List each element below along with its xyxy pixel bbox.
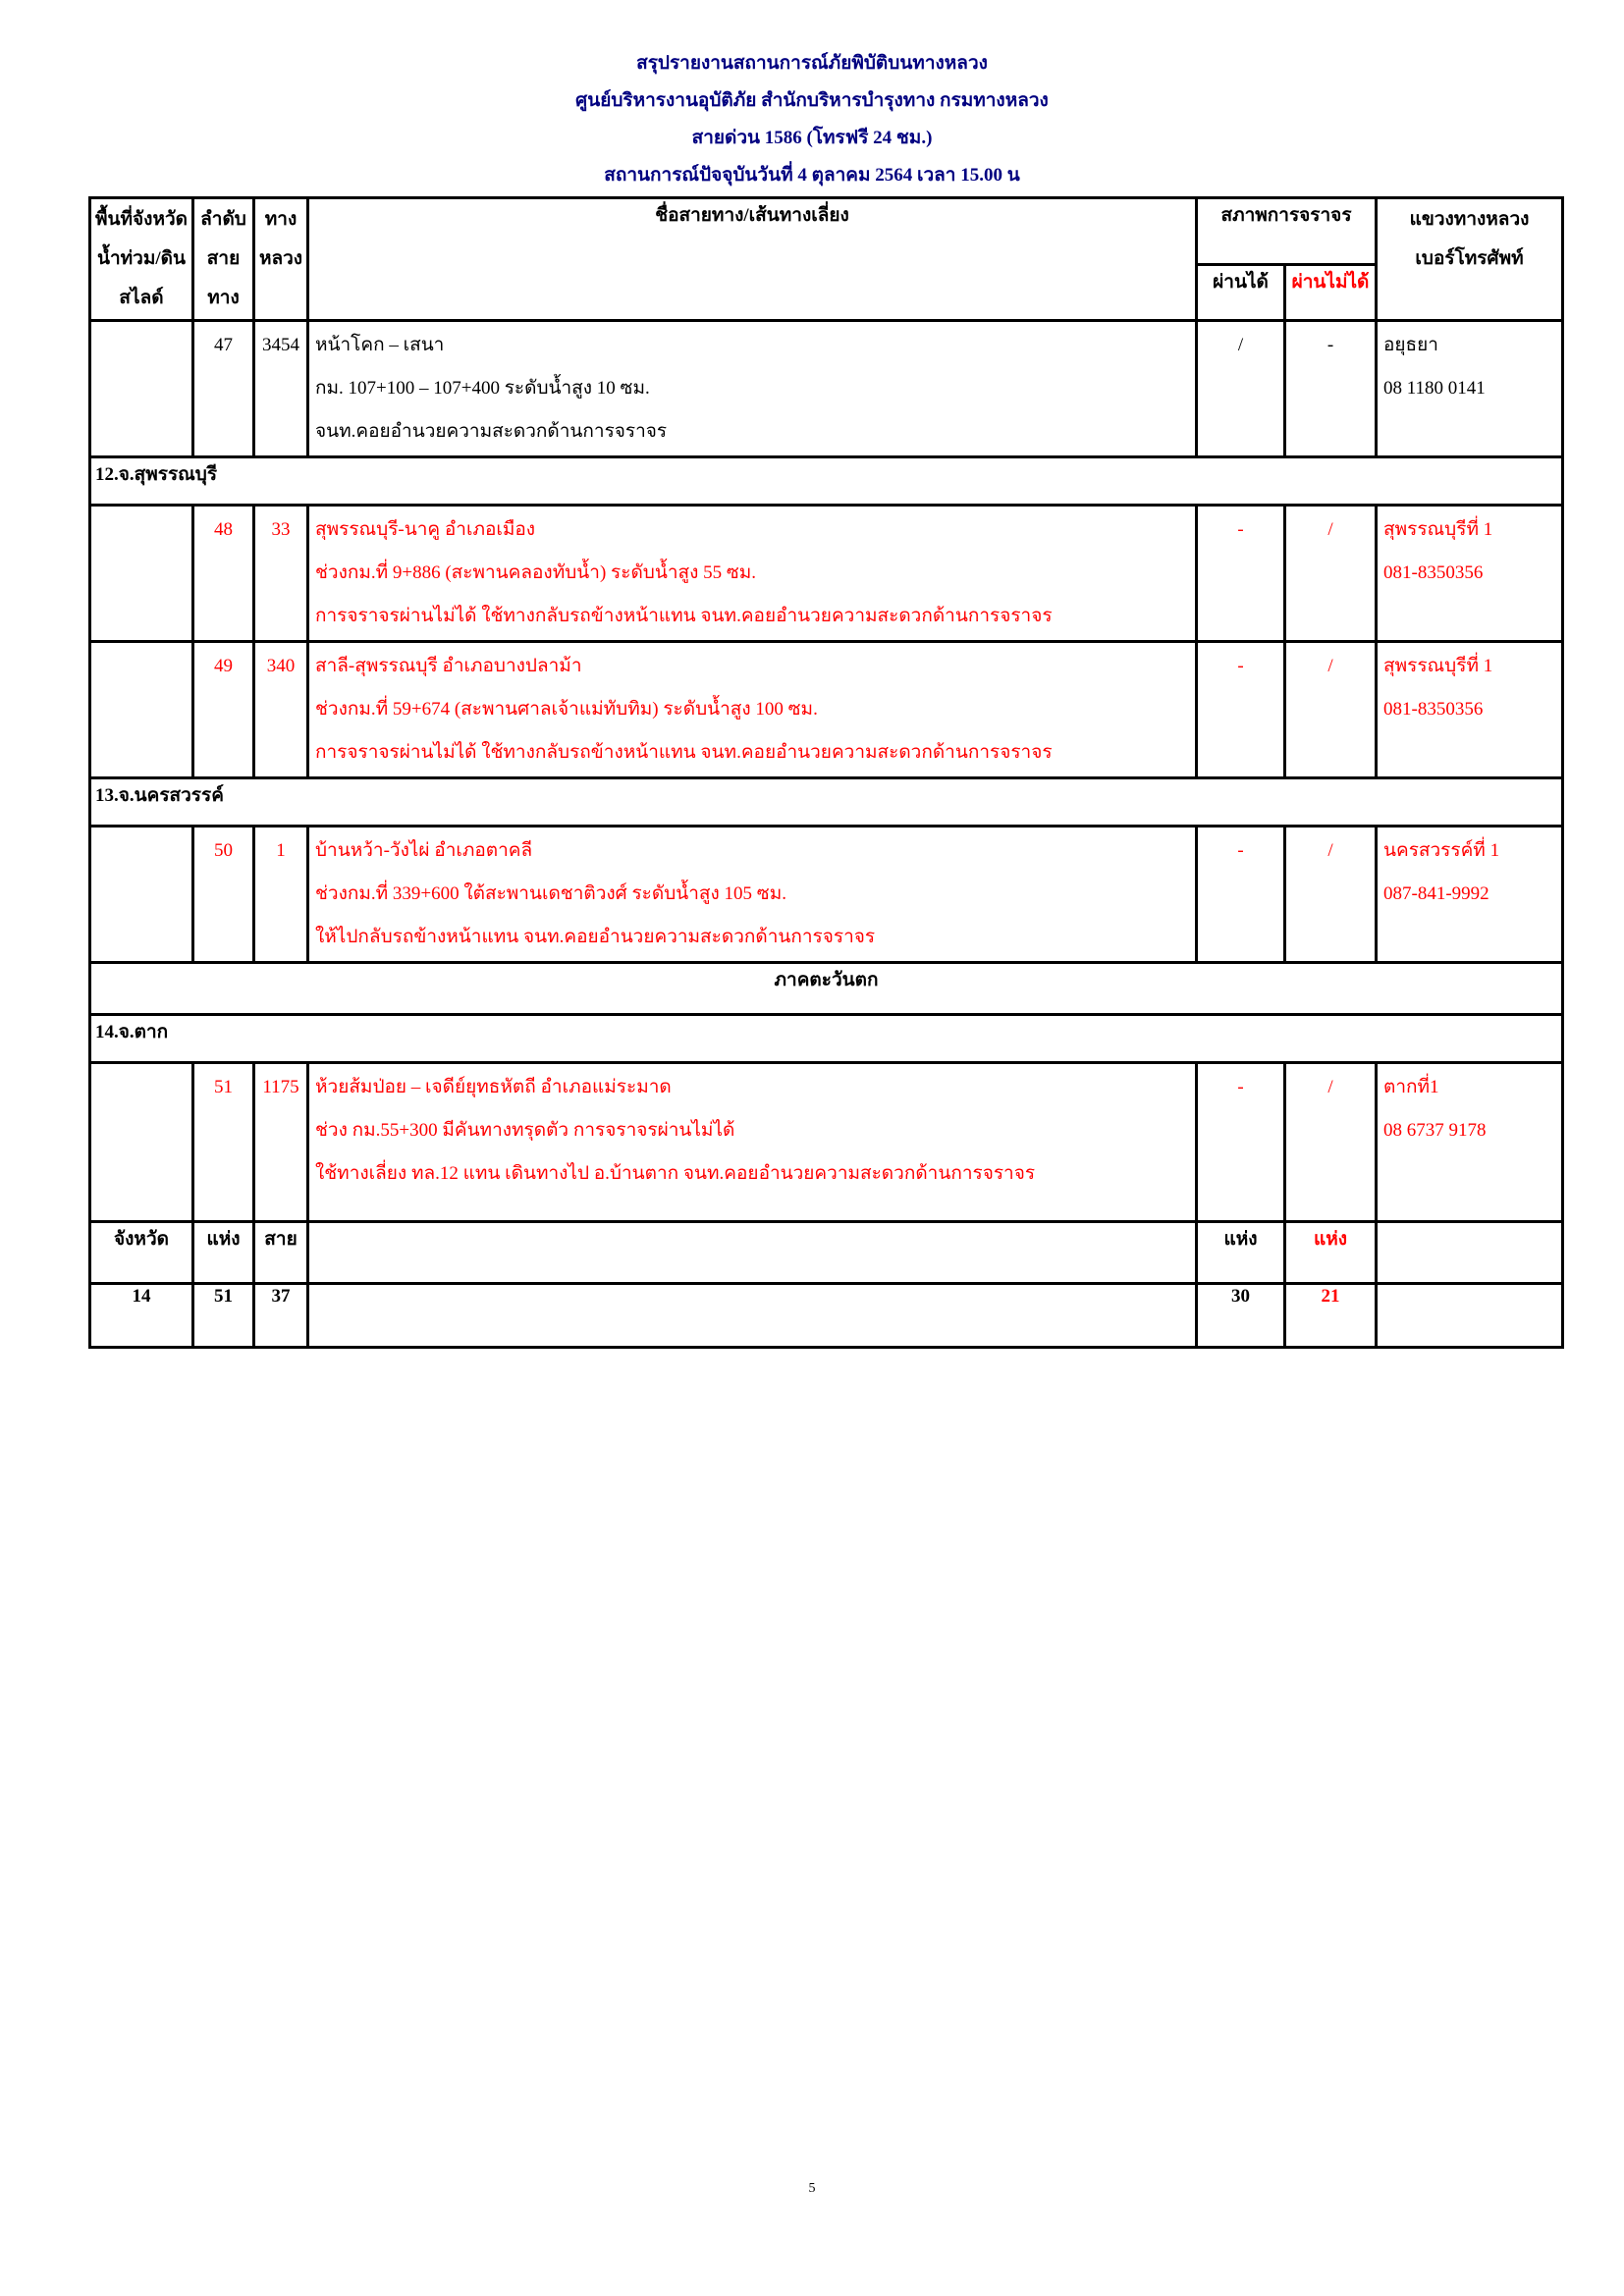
district-phone: 08 1180 0141: [1383, 378, 1486, 399]
page-number: 5: [808, 2181, 816, 2196]
summary-empty-cell: [308, 1222, 1197, 1284]
district-phone: 08 6737 9178: [1383, 1120, 1487, 1141]
passable-mark: /: [1197, 321, 1285, 457]
route-name-cell: [308, 827, 1197, 963]
route-name-cell: [308, 642, 1197, 778]
table-row-48: [90, 506, 1563, 642]
section-header-suphanburi: [90, 457, 1563, 506]
summary-empty-cell: [1377, 1222, 1563, 1284]
col-header-route-line1: ทาง: [264, 209, 298, 230]
summary-passable-label: แห่ง: [1197, 1222, 1285, 1284]
area-cell: [90, 321, 193, 457]
col-header-name: ชื่อสายทาง/เส้นทางเลี่ยง: [308, 198, 1197, 321]
summary-value-row: [90, 1284, 1563, 1348]
passable-mark: -: [1197, 1063, 1285, 1222]
district-cell: [1377, 642, 1563, 778]
district-name: สุพรรณบุรีที่ 1: [1383, 656, 1493, 676]
route-cell: 340: [254, 642, 308, 778]
impassable-mark: /: [1285, 642, 1377, 778]
summary-routes-label: สาย: [254, 1222, 308, 1284]
col-header-passable: ผ่านได้: [1197, 264, 1285, 320]
district-cell: [1377, 827, 1563, 963]
area-cell: [90, 827, 193, 963]
col-header-area-line1: พื้นที่จังหวัด: [95, 209, 188, 230]
section-header-label: 14.จ.ตาก: [90, 1015, 1563, 1063]
seq-cell: 50: [193, 827, 254, 963]
district-cell: [1377, 1063, 1563, 1222]
area-cell: [90, 1063, 193, 1222]
section-header-nakhonsawan: [90, 778, 1563, 827]
area-cell: [90, 642, 193, 778]
area-cell: [90, 506, 193, 642]
table-row-47: [90, 321, 1563, 457]
title-line-1: สรุปรายงานสถานการณ์ภัยพิบัติบนทางหลวง: [636, 53, 988, 74]
col-header-impassable: ผ่านไม่ได้: [1285, 264, 1377, 320]
col-header-area-line2: น้ำท่วม/ดินสไลด์: [97, 248, 186, 308]
route-note: การจราจรผ่านไม่ได้ ใช้ทางกลับรถข้างหน้าแทน จนท.คอยอำนวยความสะดวกด้านการจราจร: [315, 742, 1053, 763]
highway-disaster-table: [88, 196, 1564, 1349]
route-detail: ช่วง กม.55+300 มีคันทางทรุดตัว การจราจรผ่านไม่ได้: [315, 1120, 735, 1141]
col-header-route-line2: หลวง: [258, 248, 303, 269]
seq-cell: 49: [193, 642, 254, 778]
table-row-50: [90, 827, 1563, 963]
section-header-label: 13.จ.นครสวรรค์: [90, 778, 1563, 827]
table-row-51: [90, 1063, 1563, 1222]
seq-cell: 47: [193, 321, 254, 457]
route-note: การจราจรผ่านไม่ได้ ใช้ทางกลับรถข้างหน้าแทน จนท.คอยอำนวยความสะดวกด้านการจราจร: [315, 606, 1053, 626]
report-title-block: [0, 0, 1624, 194]
seq-cell: 51: [193, 1063, 254, 1222]
route-cell: 33: [254, 506, 308, 642]
summary-province-label: จังหวัด: [90, 1222, 193, 1284]
district-name: สุพรรณบุรีที่ 1: [1383, 519, 1493, 540]
route-cell: 1175: [254, 1063, 308, 1222]
title-line-4: สถานการณ์ปัจจุบันวันที่ 4 ตุลาคม 2564 เวลา 15.00 น: [604, 165, 1020, 186]
impassable-mark: /: [1285, 1063, 1377, 1222]
route-detail: ช่วงกม.ที่ 9+886 (สะพานคลองทับน้ำ) ระดับน้ำสูง 55 ซม.: [315, 562, 757, 583]
route-name: บ้านหว้า-วังไผ่ อำเภอตาคลี: [315, 840, 533, 861]
summary-empty-cell: [1377, 1284, 1563, 1348]
section-header-tak: [90, 1015, 1563, 1063]
district-name: นครสวรรค์ที่ 1: [1383, 840, 1500, 861]
route-name: สุพรรณบุรี-นาคู อำเภอเมือง: [315, 519, 536, 540]
district-cell: [1377, 321, 1563, 457]
route-note: ใช้ทางเลี่ยง ทล.12 แทน เดินทางไป อ.บ้านตาก จนท.คอยอำนวยความสะดวกด้านการจราจร: [315, 1163, 1036, 1184]
col-header-route: [254, 198, 308, 321]
summary-province-count: 14: [90, 1284, 193, 1348]
route-name-cell: [308, 506, 1197, 642]
col-header-seq-line1: ลำดับ: [200, 209, 246, 230]
route-note: ให้ไปกลับรถข้างหน้าแทน จนท.คอยอำนวยความสะดวกด้านการจราจร: [315, 927, 876, 947]
route-name: สาลี-สุพรรณบุรี อำเภอบางปลาม้า: [315, 656, 582, 676]
region-header-label: ภาคตะวันตก: [90, 963, 1563, 1015]
summary-passable-count: 30: [1197, 1284, 1285, 1348]
route-name-cell: [308, 1063, 1197, 1222]
impassable-mark: /: [1285, 827, 1377, 963]
passable-mark: -: [1197, 827, 1285, 963]
seq-cell: 48: [193, 506, 254, 642]
region-header-west: [90, 963, 1563, 1015]
passable-mark: -: [1197, 642, 1285, 778]
route-name: หน้าโคก – เสนา: [315, 335, 445, 355]
route-cell: 3454: [254, 321, 308, 457]
passable-mark: -: [1197, 506, 1285, 642]
route-detail: ช่วงกม.ที่ 339+600 ใต้สะพานเดชาติวงศ์ ระดับน้ำสูง 105 ซม.: [315, 883, 786, 904]
col-header-district: [1377, 198, 1563, 321]
col-header-district-line1: แขวงทางหลวง: [1409, 209, 1530, 230]
summary-places-count: 51: [193, 1284, 254, 1348]
district-phone: 081-8350356: [1383, 562, 1484, 583]
title-line-2: ศูนย์บริหารงานอุบัติภัย สำนักบริหารบำรุงทาง กรมทางหลวง: [575, 90, 1049, 111]
impassable-mark: -: [1285, 321, 1377, 457]
route-note: จนท.คอยอำนวยความสะดวกด้านการจราจร: [315, 421, 668, 442]
district-phone: 087-841-9992: [1383, 883, 1489, 904]
district-name: อยุธยา: [1383, 335, 1438, 355]
route-name: ห้วยส้มป่อย – เจดีย์ยุทธหัตถี อำเภอแม่ระมาด: [315, 1077, 672, 1097]
col-header-seq-line2: สายทาง: [206, 248, 241, 308]
route-name-cell: [308, 321, 1197, 457]
title-line-3: สายด่วน 1586 (โทรฟรี 24 ชม.): [691, 128, 933, 148]
district-cell: [1377, 506, 1563, 642]
route-cell: 1: [254, 827, 308, 963]
summary-impassable-count: 21: [1285, 1284, 1377, 1348]
summary-empty-cell: [308, 1284, 1197, 1348]
table-row-49: [90, 642, 1563, 778]
summary-impassable-label: แห่ง: [1285, 1222, 1377, 1284]
route-detail: กม. 107+100 – 107+400 ระดับน้ำสูง 10 ซม.: [315, 378, 650, 399]
col-header-traffic: สภาพการจราจร: [1197, 198, 1377, 265]
impassable-mark: /: [1285, 506, 1377, 642]
district-phone: 081-8350356: [1383, 699, 1484, 720]
district-name: ตากที่1: [1383, 1077, 1439, 1097]
summary-label-row: [90, 1222, 1563, 1284]
summary-routes-count: 37: [254, 1284, 308, 1348]
col-header-area: [90, 198, 193, 321]
summary-places-label: แห่ง: [193, 1222, 254, 1284]
col-header-seq: [193, 198, 254, 321]
section-header-label: 12.จ.สุพรรณบุรี: [90, 457, 1563, 506]
col-header-district-line2: เบอร์โทรศัพท์: [1415, 248, 1524, 269]
route-detail: ช่วงกม.ที่ 59+674 (สะพานศาลเจ้าแม่ทับทิม) ระดับน้ำสูง 100 ซม.: [315, 699, 818, 720]
